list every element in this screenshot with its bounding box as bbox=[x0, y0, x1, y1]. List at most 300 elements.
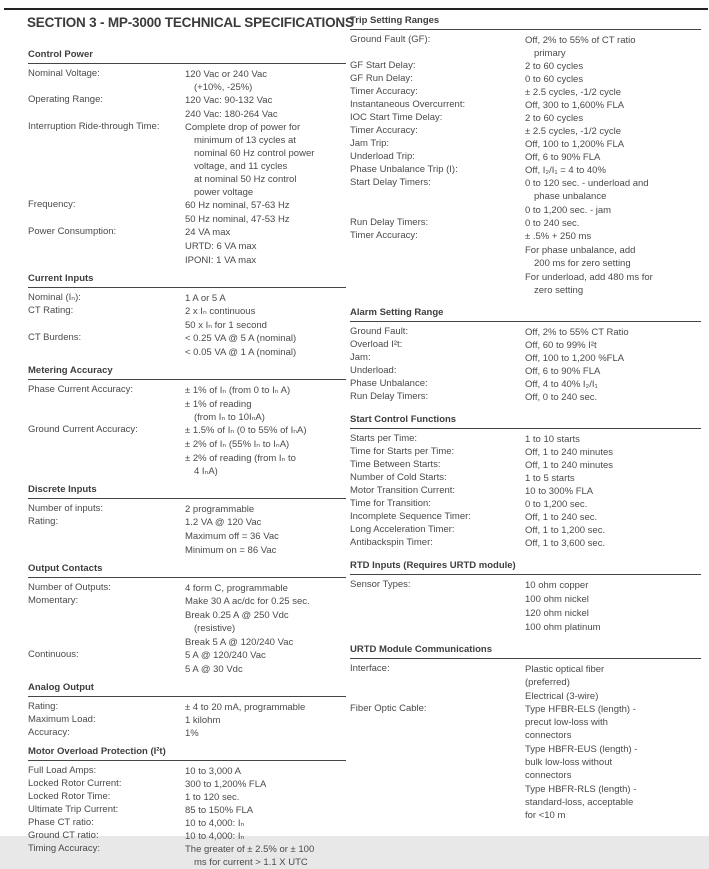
spec-value bbox=[525, 34, 701, 60]
spec-value-line: Off, 1 to 3,600 sec. bbox=[525, 538, 606, 549]
spec-label: Number of Outputs: bbox=[28, 582, 111, 593]
section-header: Analog Output bbox=[28, 682, 346, 697]
spec-value-entry bbox=[525, 244, 701, 270]
spec-label: Jam Trip: bbox=[350, 138, 390, 149]
spec-value-entry bbox=[185, 544, 346, 557]
spec-label: Ultimate Trip Current: bbox=[28, 804, 119, 815]
spec-label: Motor Transition Current: bbox=[350, 485, 456, 496]
spec-value-line: phase unbalance bbox=[534, 191, 607, 202]
spec-label: Starts per Time: bbox=[350, 433, 418, 444]
spec-value bbox=[525, 511, 701, 524]
spec-value-entry bbox=[525, 138, 701, 151]
spec-value-entry bbox=[525, 690, 701, 703]
spec-value bbox=[185, 94, 346, 121]
spec-value-line: Electrical (3-wire) bbox=[525, 691, 599, 702]
section-header: Alarm Setting Range bbox=[350, 307, 701, 322]
section-header: Start Control Functions bbox=[350, 414, 701, 429]
spec-value bbox=[185, 384, 346, 424]
spec-value-entry bbox=[185, 791, 346, 804]
row-ground-current-accuracy bbox=[28, 424, 346, 478]
spec-value bbox=[525, 112, 701, 125]
spec-value-line: < 0.25 VA @ 5 A (nominal) bbox=[185, 333, 297, 344]
spec-value-line: Make 30 A ac/dc for 0.25 sec. bbox=[185, 596, 310, 607]
spec-value-line: primary bbox=[534, 48, 566, 59]
row-gf-start-delay bbox=[350, 60, 701, 73]
spec-value-line: 0 to 240 sec. bbox=[525, 218, 580, 229]
spec-value-line: 5 A @ 30 Vdc bbox=[185, 664, 243, 675]
spec-value-entry bbox=[185, 305, 346, 318]
row-run-delay-timers bbox=[350, 391, 701, 404]
spec-value-entry bbox=[525, 783, 701, 822]
spec-value bbox=[185, 516, 346, 557]
spec-value-entry bbox=[525, 391, 701, 404]
spec-value-entry bbox=[185, 843, 346, 869]
spec-value-entry bbox=[185, 503, 346, 516]
spec-value bbox=[185, 121, 346, 199]
spec-value-entry bbox=[185, 94, 346, 107]
spec-value-entry bbox=[185, 582, 346, 595]
spec-value-line: Off, I₂/I₁ = 4 to 40% bbox=[525, 165, 606, 176]
spec-label: Fiber Optic Cable: bbox=[350, 703, 427, 714]
spec-value-entry bbox=[525, 73, 701, 86]
row-locked-rotor-time bbox=[28, 791, 346, 804]
spec-value-entry bbox=[185, 254, 346, 267]
row-number-of-inputs bbox=[28, 503, 346, 516]
spec-value-line: Minimum on = 86 Vac bbox=[185, 545, 277, 556]
spec-value-line: 10 to 3,000 A bbox=[185, 766, 241, 777]
section-header: Output Contacts bbox=[28, 563, 346, 578]
spec-value bbox=[185, 817, 346, 830]
spec-value-entry bbox=[185, 319, 346, 332]
section-header: Current Inputs bbox=[28, 273, 346, 288]
spec-value bbox=[525, 326, 701, 339]
spec-label: Locked Rotor Time: bbox=[28, 791, 111, 802]
row-gf-run-delay bbox=[350, 73, 701, 86]
section-header: Trip Setting Ranges bbox=[350, 15, 701, 30]
spec-value-line: 0 to 60 cycles bbox=[525, 74, 584, 85]
section-header: Control Power bbox=[28, 49, 346, 64]
spec-label: Interruption Ride-through Time: bbox=[28, 121, 160, 132]
spec-value-entry bbox=[185, 609, 346, 635]
spec-value-entry bbox=[525, 743, 701, 782]
spec-value bbox=[525, 537, 701, 550]
row-maximum-load bbox=[28, 714, 346, 727]
row-start-delay-timers bbox=[350, 177, 701, 217]
spec-value-entry bbox=[525, 34, 701, 60]
spec-label: Nominal (Iₙ): bbox=[28, 292, 81, 303]
row-overload-i-t bbox=[350, 339, 701, 352]
row-timer-accuracy bbox=[350, 230, 701, 297]
spec-label: Full Load Amps: bbox=[28, 765, 97, 776]
spec-value bbox=[185, 714, 346, 727]
spec-value-entry bbox=[525, 60, 701, 73]
row-operating-range bbox=[28, 94, 346, 121]
spec-value-line: ± 1.5% of Iₙ (0 to 55% of IₙA) bbox=[185, 425, 307, 436]
spec-value bbox=[525, 60, 701, 73]
spec-label: Number of inputs: bbox=[28, 503, 103, 514]
spec-value-entry bbox=[185, 778, 346, 791]
spec-label: IOC Start Time Delay: bbox=[350, 112, 443, 123]
spec-value bbox=[525, 433, 701, 446]
spec-value-entry bbox=[525, 446, 701, 459]
spec-value-line: 50 Hz nominal, 47-53 Hz bbox=[185, 214, 290, 225]
spec-value-line: standard-loss, acceptable bbox=[525, 797, 634, 808]
spec-label: Phase Unbalance: bbox=[350, 378, 428, 389]
row-rating bbox=[28, 516, 346, 557]
spec-label: Jam: bbox=[350, 352, 371, 363]
spec-value bbox=[525, 164, 701, 177]
row-long-acceleration-timer bbox=[350, 524, 701, 537]
spec-label: Instantaneous Overcurrent: bbox=[350, 99, 466, 110]
spec-label: GF Run Delay: bbox=[350, 73, 413, 84]
row-locked-rotor-current bbox=[28, 778, 346, 791]
spec-value-line: Off, 1 to 240 minutes bbox=[525, 460, 614, 471]
row-ground-ct-ratio bbox=[28, 830, 346, 843]
spec-value-entry bbox=[525, 230, 701, 243]
spec-value-entry bbox=[525, 485, 701, 498]
spec-value-entry bbox=[525, 217, 701, 230]
spec-value bbox=[525, 339, 701, 352]
spec-value-line: for <10 m bbox=[525, 810, 566, 821]
spec-value-entry bbox=[525, 112, 701, 125]
spec-value bbox=[185, 595, 346, 649]
section-alarm-setting-range bbox=[350, 307, 701, 404]
spec-value-line: For phase unbalance, add bbox=[525, 245, 636, 256]
top-rule bbox=[4, 8, 708, 10]
spec-value-entry bbox=[185, 213, 346, 226]
page-title: SECTION 3 - MP-3000 TECHNICAL SPECIFICATIONS bbox=[27, 15, 354, 30]
spec-value-line: nominal 60 Hz control power bbox=[194, 148, 315, 159]
spec-value bbox=[185, 305, 346, 332]
spec-value bbox=[525, 391, 701, 404]
section-start-control-functions bbox=[350, 414, 701, 550]
spec-label: Ground Current Accuracy: bbox=[28, 424, 138, 435]
spec-value-entry bbox=[525, 339, 701, 352]
spec-value-line: 1 to 120 sec. bbox=[185, 792, 240, 803]
spec-value-entry bbox=[525, 498, 701, 511]
spec-value-line: 0 to 120 sec. - underload and bbox=[525, 178, 649, 189]
spec-value-line: Off, 300 to 1,600% FLA bbox=[525, 100, 625, 111]
row-phase-unbalance bbox=[350, 378, 701, 391]
section-header: Discrete Inputs bbox=[28, 484, 346, 499]
spec-value-line: Off, 4 to 40% I₂/I₁ bbox=[525, 379, 598, 390]
spec-label: Underload: bbox=[350, 365, 397, 376]
spec-value-line: zero setting bbox=[534, 285, 584, 296]
spec-value-line: ± 2.5 cycles, -1/2 cycle bbox=[525, 87, 622, 98]
spec-value bbox=[525, 378, 701, 391]
row-rating bbox=[28, 701, 346, 714]
spec-value-line: 2 to 60 cycles bbox=[525, 61, 584, 72]
spec-label: Accuracy: bbox=[28, 727, 70, 738]
spec-label: Time for Transition: bbox=[350, 498, 431, 509]
row-frequency bbox=[28, 199, 346, 226]
spec-value-entry bbox=[185, 384, 346, 397]
spec-value-line: 300 to 1,200% FLA bbox=[185, 779, 267, 790]
row-ct-burdens bbox=[28, 332, 346, 359]
row-timer-accuracy bbox=[350, 86, 701, 99]
section-motor-overload-protection-i-t bbox=[28, 746, 346, 869]
row-phase-unbalance-trip-i bbox=[350, 164, 701, 177]
spec-value-entry bbox=[525, 271, 701, 297]
spec-value-line: 1 to 5 starts bbox=[525, 473, 575, 484]
spec-label: Overload I²t: bbox=[350, 339, 403, 350]
spec-value-entry bbox=[185, 226, 346, 239]
spec-label: Continuous: bbox=[28, 649, 79, 660]
spec-value-line: 50 x Iₙ for 1 second bbox=[185, 320, 267, 331]
spec-value-entry bbox=[525, 459, 701, 472]
row-ioc-start-time-delay bbox=[350, 112, 701, 125]
spec-label: Interface: bbox=[350, 663, 390, 674]
section-header: Metering Accuracy bbox=[28, 365, 346, 380]
spec-value bbox=[185, 727, 346, 740]
spec-value bbox=[185, 68, 346, 94]
spec-value-line: (preferred) bbox=[525, 677, 570, 688]
spec-value bbox=[525, 703, 701, 822]
spec-value-entry bbox=[525, 579, 701, 592]
spec-value-line: 120 Vac or 240 Vac bbox=[185, 69, 268, 80]
spec-value-line: ± 2% of Iₙ (55% Iₙ to IₙA) bbox=[185, 439, 290, 450]
spec-value-line: 1 A or 5 A bbox=[185, 293, 226, 304]
row-number-of-cold-starts bbox=[350, 472, 701, 485]
row-instantaneous-overcurrent bbox=[350, 99, 701, 112]
spec-value-line: 2 x Iₙ continuous bbox=[185, 306, 256, 317]
spec-value-line: at nominal 50 Hz control bbox=[194, 174, 297, 185]
spec-value-line: 0 to 1,200 sec. bbox=[525, 499, 588, 510]
spec-value-line: 100 ohm platinum bbox=[525, 622, 601, 633]
spec-label: Phase Current Accuracy: bbox=[28, 384, 134, 395]
spec-value bbox=[185, 778, 346, 791]
spec-value-line: Break 0.25 A @ 250 Vdc bbox=[185, 610, 289, 621]
spec-value-line: Off, 1 to 240 minutes bbox=[525, 447, 614, 458]
spec-value bbox=[525, 579, 701, 634]
spec-value-line: Break 5 A @ 120/240 Vac bbox=[185, 637, 294, 648]
spec-value-line: power voltage bbox=[194, 187, 254, 198]
spec-value-entry bbox=[525, 621, 701, 634]
spec-value-line: 100 ohm nickel bbox=[525, 594, 589, 605]
row-incomplete-sequence-timer bbox=[350, 511, 701, 524]
spec-value-line: ms for current > 1.1 X UTC bbox=[194, 857, 308, 868]
spec-value-entry bbox=[525, 378, 701, 391]
spec-label: Incomplete Sequence Timer: bbox=[350, 511, 471, 522]
row-ct-rating bbox=[28, 305, 346, 332]
spec-value-line: Type HFBR-ELS (length) - bbox=[525, 704, 636, 715]
row-interruption-ride-through-time bbox=[28, 121, 346, 199]
spec-value-line: 10 to 300% FLA bbox=[525, 486, 594, 497]
spec-value bbox=[185, 765, 346, 778]
spec-value-entry bbox=[525, 204, 701, 217]
spec-label: Ground Fault (GF): bbox=[350, 34, 431, 45]
spec-value-entry bbox=[185, 424, 346, 437]
section-analog-output bbox=[28, 682, 346, 740]
row-time-for-transition bbox=[350, 498, 701, 511]
spec-value-line: 1 kilohm bbox=[185, 715, 221, 726]
section-header: URTD Module Communications bbox=[350, 644, 701, 659]
row-nominal-voltage bbox=[28, 68, 346, 94]
spec-value-entry bbox=[185, 595, 346, 608]
spec-value-entry bbox=[185, 714, 346, 727]
spec-value-line: 10 to 4,000: Iₙ bbox=[185, 831, 245, 842]
section-current-inputs bbox=[28, 273, 346, 359]
row-accuracy bbox=[28, 727, 346, 740]
spec-value bbox=[525, 217, 701, 230]
spec-value-line: IPONI: 1 VA max bbox=[185, 255, 257, 266]
row-momentary bbox=[28, 595, 346, 649]
spec-label: Long Acceleration Timer: bbox=[350, 524, 455, 535]
spec-label: Momentary: bbox=[28, 595, 79, 606]
spec-label: Run Delay Timers: bbox=[350, 391, 429, 402]
spec-label: Power Consumption: bbox=[28, 226, 117, 237]
spec-value-line: < 0.05 VA @ 1 A (nominal) bbox=[185, 347, 297, 358]
spec-value-entry bbox=[185, 649, 346, 662]
spec-value-entry bbox=[525, 663, 701, 689]
spec-value bbox=[185, 843, 346, 869]
spec-value bbox=[525, 177, 701, 217]
spec-value-entry bbox=[525, 86, 701, 99]
spec-value-entry bbox=[185, 346, 346, 359]
spec-label: Rating: bbox=[28, 701, 59, 712]
spec-value-entry bbox=[185, 68, 346, 94]
row-run-delay-timers bbox=[350, 217, 701, 230]
spec-value-entry bbox=[525, 326, 701, 339]
spec-value-line: Off, 6 to 90% FLA bbox=[525, 366, 601, 377]
row-ground-fault-gf bbox=[350, 34, 701, 60]
spec-value-entry bbox=[185, 332, 346, 345]
spec-value-entry bbox=[525, 164, 701, 177]
spec-label: Timing Accuracy: bbox=[28, 843, 100, 854]
spec-value-entry bbox=[525, 511, 701, 524]
spec-label: Number of Cold Starts: bbox=[350, 472, 447, 483]
spec-value-line: connectors bbox=[525, 770, 572, 781]
row-phase-current-accuracy bbox=[28, 384, 346, 424]
spec-value-entry bbox=[185, 108, 346, 121]
spec-label: Timer Accuracy: bbox=[350, 230, 418, 241]
spec-value-line: ± .5% + 250 ms bbox=[525, 231, 592, 242]
spec-value-line: precut low-loss with bbox=[525, 717, 608, 728]
row-number-of-outputs bbox=[28, 582, 346, 595]
row-ultimate-trip-current bbox=[28, 804, 346, 817]
spec-value-entry bbox=[525, 472, 701, 485]
spec-value-entry bbox=[185, 530, 346, 543]
spec-label: Time for Starts per Time: bbox=[350, 446, 455, 457]
spec-value-line: 85 to 150% FLA bbox=[185, 805, 254, 816]
spec-value-entry bbox=[185, 636, 346, 649]
row-jam-trip bbox=[350, 138, 701, 151]
section-trip-setting-ranges bbox=[350, 15, 701, 297]
spec-value bbox=[185, 830, 346, 843]
spec-value bbox=[185, 226, 346, 267]
spec-value bbox=[525, 99, 701, 112]
spec-value bbox=[525, 230, 701, 297]
spec-value-entry bbox=[185, 199, 346, 212]
section-control-power bbox=[28, 49, 346, 267]
spec-label: GF Start Delay: bbox=[350, 60, 416, 71]
row-motor-transition-current bbox=[350, 485, 701, 498]
spec-value-line: Type HBFR-RLS (length) - bbox=[525, 784, 637, 795]
spec-value bbox=[525, 73, 701, 86]
spec-value-line: 4 IₙA) bbox=[194, 466, 218, 477]
row-antibackspin-timer bbox=[350, 537, 701, 550]
row-time-for-starts-per-time bbox=[350, 446, 701, 459]
row-ground-fault bbox=[350, 326, 701, 339]
row-power-consumption bbox=[28, 226, 346, 267]
spec-value bbox=[525, 151, 701, 164]
spec-value-line: 60 Hz nominal, 57-63 Hz bbox=[185, 200, 290, 211]
spec-value-line: (from Iₙ to 10IₙA) bbox=[194, 412, 265, 423]
spec-value bbox=[525, 485, 701, 498]
spec-value bbox=[185, 199, 346, 226]
spec-label: Frequency: bbox=[28, 199, 76, 210]
section-rtd-inputs-requires-urtd-module bbox=[350, 560, 701, 634]
left-column bbox=[28, 49, 346, 869]
row-timing-accuracy bbox=[28, 843, 346, 869]
spec-value-line: 5 A @ 120/240 Vac bbox=[185, 650, 266, 661]
spec-value-line: Off, 60 to 99% I²t bbox=[525, 340, 597, 351]
spec-label: CT Burdens: bbox=[28, 332, 82, 343]
section-output-contacts bbox=[28, 563, 346, 676]
spec-label: Rating: bbox=[28, 516, 59, 527]
spec-value-entry bbox=[185, 292, 346, 305]
spec-value-line: 2 to 60 cycles bbox=[525, 113, 584, 124]
spec-value-line: voltage, and 11 cycles bbox=[194, 161, 288, 172]
spec-value-line: Plastic optical fiber bbox=[525, 664, 605, 675]
spec-value bbox=[525, 524, 701, 537]
spec-label: Operating Range: bbox=[28, 94, 103, 105]
row-full-load-amps bbox=[28, 765, 346, 778]
spec-label: Phase CT ratio: bbox=[28, 817, 94, 828]
spec-value-entry bbox=[525, 524, 701, 537]
spec-value-line: Maximum off = 36 Vac bbox=[185, 531, 279, 542]
spec-value-entry bbox=[185, 727, 346, 740]
spec-label: Timer Accuracy: bbox=[350, 125, 418, 136]
spec-value-entry bbox=[185, 452, 346, 478]
spec-value-line: 2 programmable bbox=[185, 504, 255, 515]
spec-value bbox=[185, 503, 346, 516]
spec-value-entry bbox=[525, 607, 701, 620]
spec-value-entry bbox=[525, 125, 701, 138]
spec-value-line: Off, 1 to 1,200 sec. bbox=[525, 525, 606, 536]
spec-label: Locked Rotor Current: bbox=[28, 778, 122, 789]
spec-value bbox=[185, 332, 346, 359]
row-continuous bbox=[28, 649, 346, 676]
spec-value-line: ± 1% of Iₙ (from 0 to Iₙ A) bbox=[185, 385, 291, 396]
spec-value-line: Off, 100 to 1,200% FLA bbox=[525, 139, 625, 150]
right-column bbox=[350, 15, 701, 822]
spec-value-line: ± 1% of reading bbox=[185, 399, 252, 410]
spec-value-line: The greater of ± 2.5% or ± 100 bbox=[185, 844, 315, 855]
spec-value-entry bbox=[185, 398, 346, 424]
spec-value-line: 24 VA max bbox=[185, 227, 231, 238]
spec-value-line: bulk low-loss without bbox=[525, 757, 613, 768]
spec-value bbox=[525, 446, 701, 459]
spec-value-line: URTD: 6 VA max bbox=[185, 241, 257, 252]
spec-label: Ground CT ratio: bbox=[28, 830, 99, 841]
spec-value bbox=[185, 804, 346, 817]
spec-value-line: Off, 100 to 1,200 %FLA bbox=[525, 353, 625, 364]
spec-value-line: For underload, add 480 ms for bbox=[525, 272, 653, 283]
spec-value-line: Type HBFR-EUS (length) - bbox=[525, 744, 638, 755]
spec-value-line: Off, 2% to 55% CT Ratio bbox=[525, 327, 629, 338]
spec-value-entry bbox=[185, 121, 346, 199]
spec-value-entry bbox=[525, 433, 701, 446]
spec-value-line: 4 form C, programmable bbox=[185, 583, 288, 594]
spec-value bbox=[525, 138, 701, 151]
spec-value-entry bbox=[185, 240, 346, 253]
spec-value bbox=[185, 424, 346, 478]
spec-value bbox=[185, 791, 346, 804]
row-fiber-optic-cable bbox=[350, 703, 701, 822]
spec-value-entry bbox=[185, 830, 346, 843]
spec-value bbox=[185, 701, 346, 714]
